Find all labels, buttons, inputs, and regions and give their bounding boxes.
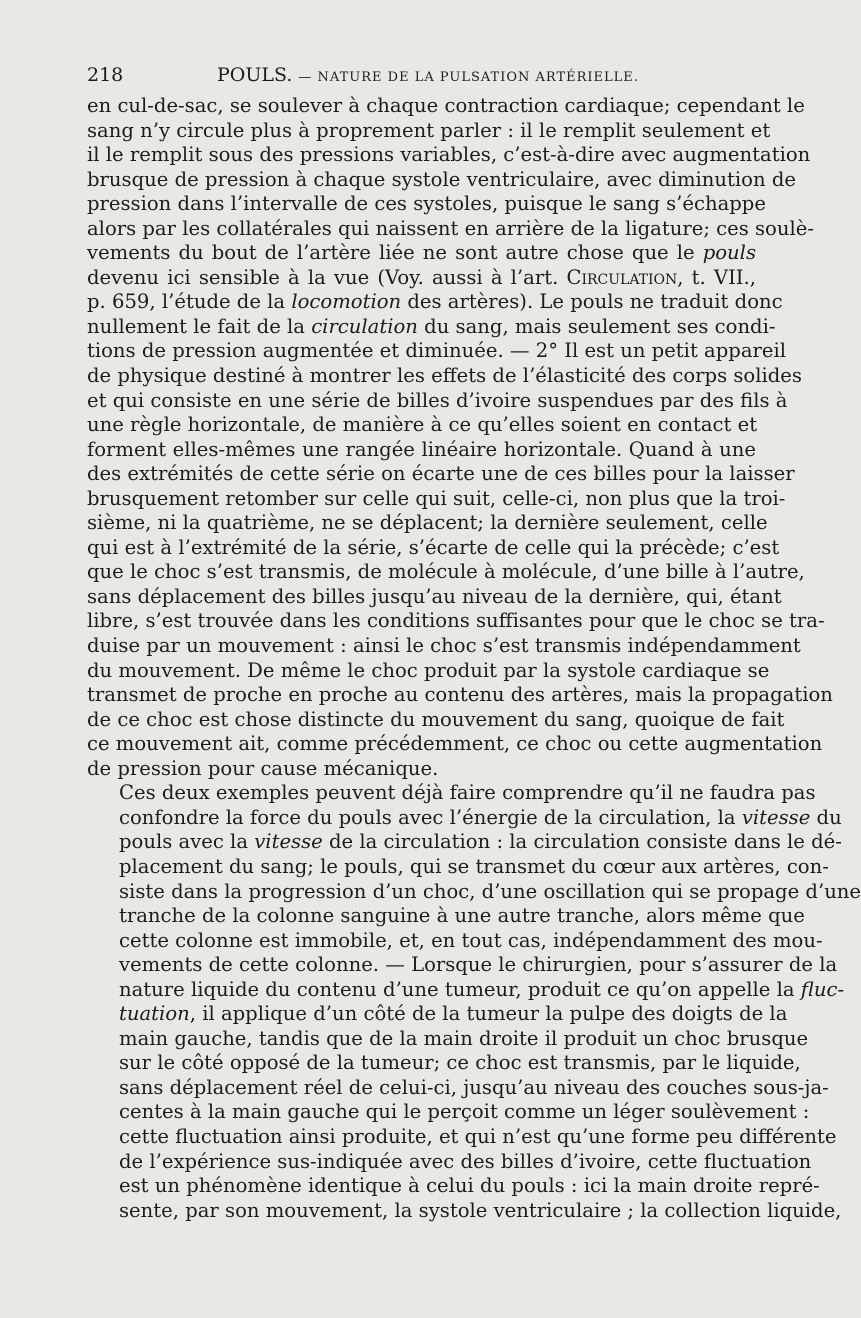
text-line: cette fluctuation ainsi produite, et qui n’est qu’une forme peu différente bbox=[119, 1124, 837, 1148]
text-line: alors par les collatérales qui naissent en arrière de la ligature; ces soulè- bbox=[87, 216, 814, 240]
text-line: brusquement retomber sur celle qui suit, celle-ci, non plus que la troi- bbox=[87, 486, 786, 510]
paragraph-1 bbox=[87, 94, 833, 781]
text-line: libre, s’est trouvée dans les conditions suffisantes pour que le choc se tra- bbox=[87, 609, 825, 633]
running-title bbox=[217, 56, 639, 97]
running-head bbox=[87, 56, 756, 94]
text-line: brusque de pression à chaque systole ventriculaire, avec diminution de bbox=[87, 167, 796, 191]
text-line: tranche de la colonne sanguine à une autre tranche, alors même que bbox=[119, 904, 805, 928]
text-line: sur le côté opposé de la tumeur; ce choc est transmis, par le liquide, bbox=[119, 1051, 801, 1075]
text-line: il le remplit sous des pressions variables, c’est-à-dire avec augmentation bbox=[87, 143, 811, 167]
text-line: sans déplacement réel de celui-ci, jusqu’au niveau des couches sous-ja- bbox=[119, 1075, 829, 1099]
text-line: nullement le fait de la circulation du sang, mais seulement ses condi- bbox=[87, 314, 776, 338]
text-line: sente, par son mouvement, la systole ventriculaire ; la collection liquide, bbox=[119, 1198, 842, 1222]
text-line: pouls avec la vitesse de la circulation : la circulation consiste dans le dé- bbox=[119, 830, 842, 854]
text-line: ce mouvement ait, comme précédemment, ce choc ou cette augmentation bbox=[87, 732, 823, 756]
text-line: Ces deux exemples peuvent déjà faire comprendre qu’il ne faudra pas bbox=[119, 781, 816, 805]
text-line: une règle horizontale, de manière à ce qu’elles soient en contact et bbox=[87, 413, 758, 437]
text-line: cette colonne est immobile, et, en tout cas, indépendamment des mou- bbox=[119, 928, 823, 952]
text-line: qui est à l’extrémité de la série, s’écarte de celle qui la précède; c’est bbox=[87, 535, 780, 559]
text-line: est un phénomène identique à celui du pouls : ici la main droite repré- bbox=[119, 1174, 820, 1198]
text-line: centes à la main gauche qui le perçoit comme un léger soulèvement : bbox=[119, 1100, 810, 1124]
text-line: placement du sang; le pouls, qui se transmet du cœur aux artères, con- bbox=[119, 854, 829, 878]
body-text bbox=[87, 94, 861, 1223]
text-line: et qui consiste en une série de billes d’ivoire suspendues par des fils à bbox=[87, 388, 788, 412]
text-line: transmet de proche en proche au contenu des artères, mais la propagation bbox=[87, 683, 833, 707]
text-line: du mouvement. De même le choc produit par la systole cardiaque se bbox=[87, 658, 770, 682]
page-number: 218 bbox=[87, 64, 124, 86]
text-line: devenu ici sensible à la vue (Voy. aussi à l’art. Circulation, t. VII., bbox=[87, 265, 757, 289]
text-line: sième, ni la quatrième, ne se déplacent; la dernière seulement, celle bbox=[87, 511, 768, 535]
text-line: de physique destiné à montrer les effets de l’élasticité des corps solides bbox=[87, 364, 802, 388]
text-line: main gauche, tandis que de la main droite il produit un choc brusque bbox=[119, 1026, 809, 1050]
text-line: sans déplacement des billes jusqu’au niveau de la dernière, qui, étant bbox=[87, 584, 782, 608]
text-line: que le choc s’est transmis, de molécule à molécule, d’une bille à l’autre, bbox=[87, 560, 805, 584]
text-line: nature liquide du contenu d’une tumeur, produit ce qu’on appelle la fluc- bbox=[119, 977, 845, 1001]
text-line: forment elles-mêmes une rangée linéaire horizontale. Quand à une bbox=[87, 437, 756, 461]
text-line: duise par un mouvement : ainsi le choc s’est transmis indépendamment bbox=[87, 634, 801, 658]
text-line: de l’expérience sus-indiquée avec des billes d’ivoire, cette fluctuation bbox=[119, 1149, 812, 1173]
text-line: de ce choc est chose distincte du mouvement du sang, quoique de fait bbox=[87, 707, 785, 731]
running-title-main: POULS. bbox=[217, 64, 293, 86]
text-line: vements du bout de l’artère liée ne sont autre chose que le pouls bbox=[87, 241, 756, 265]
text-line: des extrémités de cette série on écarte une de ces billes pour la laisser bbox=[87, 462, 795, 486]
text-line: en cul-de-sac, se soulever à chaque contraction cardiaque; cependant le bbox=[87, 94, 805, 117]
text-line: pression dans l’intervalle de ces systoles, puisque le sang s’échappe bbox=[87, 192, 766, 216]
running-title-subtitle: — NATURE DE LA PULSATION ARTÉRIELLE. bbox=[298, 70, 639, 85]
text-line: de pression pour cause mécanique. bbox=[87, 756, 439, 780]
paragraph-2 bbox=[87, 781, 861, 1223]
text-line: vements de cette colonne. — Lorsque le chirurgien, pour s’assurer de la bbox=[119, 953, 838, 977]
text-line: sang n’y circule plus à proprement parler : il le remplit seulement et bbox=[87, 118, 771, 142]
text-line: confondre la force du pouls avec l’énergie de la circulation, la vitesse du bbox=[119, 805, 842, 829]
text-line: siste dans la progression d’un choc, d’une oscillation qui se propage d’une bbox=[119, 879, 861, 903]
text-line: tuation, il applique d’un côté de la tumeur la pulpe des doigts de la bbox=[119, 1002, 788, 1026]
text-line: p. 659, l’étude de la locomotion des artères). Le pouls ne traduit donc bbox=[87, 290, 783, 314]
text-line: tions de pression augmentée et diminuée. — 2° Il est un petit appareil bbox=[87, 339, 786, 363]
